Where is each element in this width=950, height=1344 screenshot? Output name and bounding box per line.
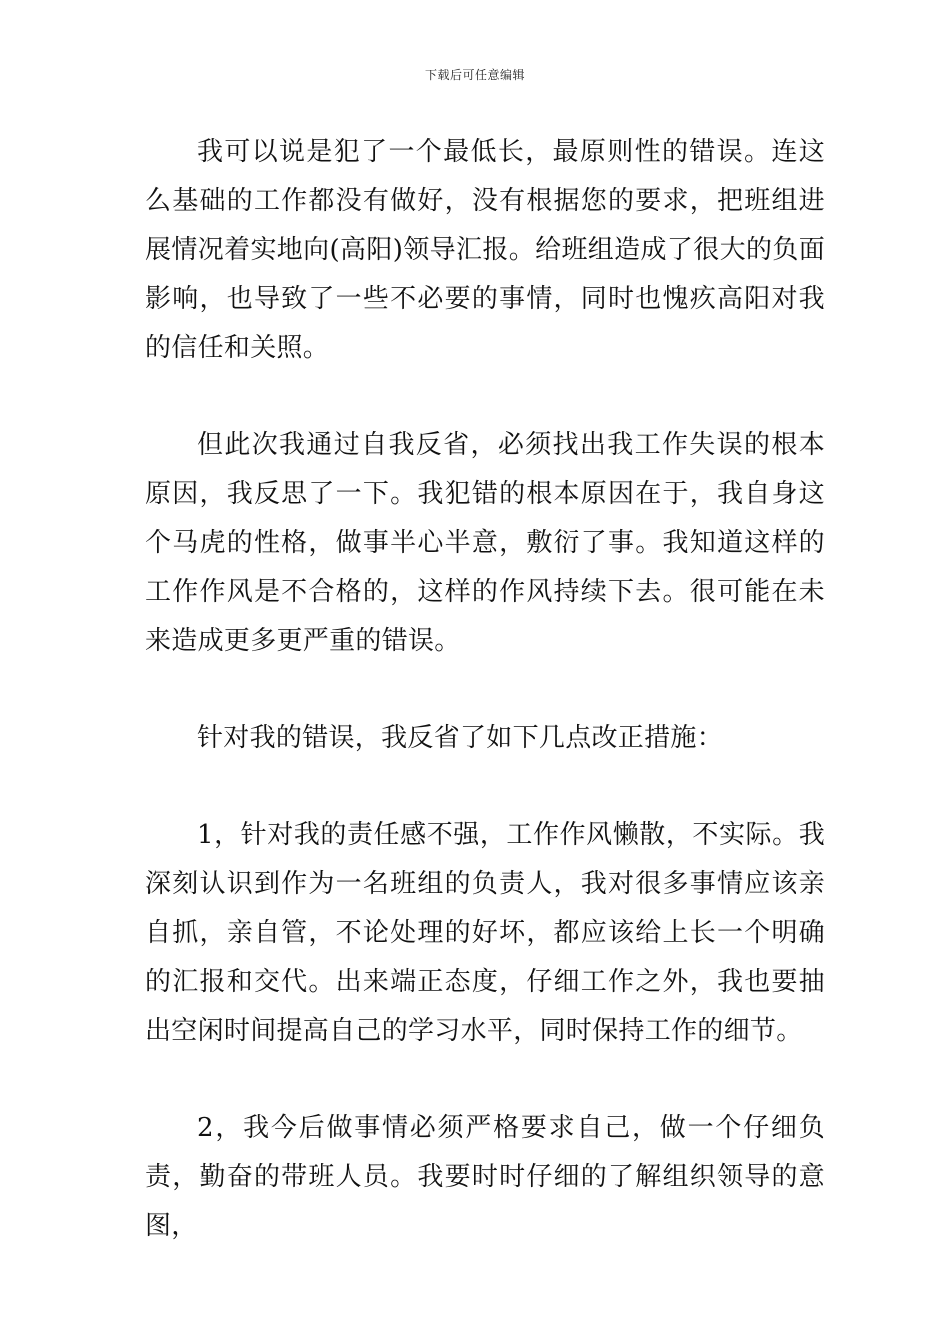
paragraph-4: 1，针对我的责任感不强，工作作风懒散，不实际。我深刻认识到作为一名班组的负责人，我对很多事情应该亲自抓，亲自管，不论处理的好坏，都应该给上长一个明确的汇报和交代。出来端正态度，仔细工作之外，我也要抽出空闲时间提高自己的学习水平，同时保持工作的细节。 — [145, 820, 825, 1046]
paragraph-3: 针对我的错误，我反省了如下几点改正措施： — [197, 723, 724, 753]
document-body — [145, 128, 825, 1299]
paragraph-5: 2，我今后做事情必须严格要求自己，做一个仔细负责，勤奋的带班人员。我要时时仔细的了解组织领导的意图， — [145, 1113, 825, 1241]
paragraph-1: 我可以说是犯了一个最低长，最原则性的错误。连这么基础的工作都没有做好，没有根据您的要求，把班组进展情况着实地向(高阳)领导汇报。给班组造成了很大的负面影响，也导致了一些不必要的事情，同时也愧疚高阳对我的信任和关照。 — [145, 137, 825, 363]
paragraph-2: 但此次我通过自我反省，必须找出我工作失误的根本原因，我反思了一下。我犯错的根本原因在于，我自身这个马虎的性格，做事半心半意，敷衍了事。我知道这样的工作作风是不合格的，这样的作风持续下去。很可能在未来造成更多更严重的错误。 — [145, 430, 825, 656]
page-header-note: 下载后可任意编辑 — [424, 68, 525, 82]
